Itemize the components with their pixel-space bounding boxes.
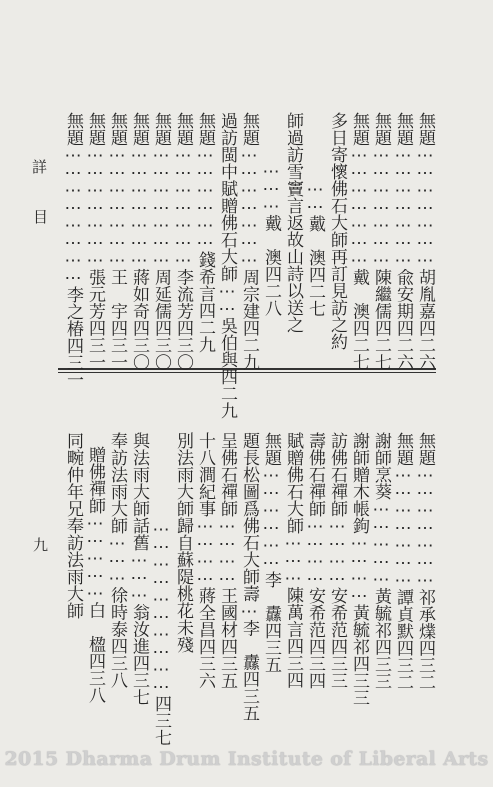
lower-entry: 壽佛石禪師⋯⋯⋯⋯安希范四三四	[305, 432, 325, 689]
lower-entry: 謝師贈木帳鉤⋯⋯⋯⋯黃毓祁四三三	[349, 432, 369, 706]
upper-entry: 無題⋯⋯⋯⋯⋯⋯⋯王 宇四三一	[107, 112, 127, 371]
lower-entry-title: 別法雨大師歸自蘇隄桃花未殘	[173, 432, 193, 653]
lower-entry: 無題⋯⋯⋯⋯⋯⋯⋯祁承㸁四三二	[415, 432, 435, 691]
lower-entry: 題長松圖爲佛石大師壽⋯李 纛四三五	[239, 432, 259, 722]
lower-entry: 呈佛石禪師⋯⋯⋯⋯王國材四三五	[217, 432, 237, 689]
running-head-char-1: 詳	[32, 158, 48, 176]
lower-entry: 十八澗紀事⋯⋯⋯⋯蔣全昌四三六	[195, 432, 215, 689]
upper-entry: 無題⋯⋯⋯⋯⋯⋯⋯⋯李之椿四三一	[63, 112, 83, 388]
lower-entry: 無題⋯⋯⋯⋯⋯⋯⋯譚貞默四三二	[393, 432, 413, 691]
page-number: 九	[33, 536, 49, 554]
upper-entry-continuation: ⋯⋯戴 澳四二七	[305, 180, 325, 317]
upper-entry: 無題⋯⋯⋯⋯⋯⋯⋯李流芳四三〇	[173, 112, 193, 371]
lower-entry: 無題⋯⋯⋯⋯⋯⋯李 纛四三五	[261, 432, 281, 673]
lower-entry: 訪佛石禪師⋯⋯⋯⋯安希范四三三	[327, 432, 347, 689]
upper-entry: 無題⋯⋯⋯⋯⋯⋯⋯陳繼儒四二七	[371, 112, 391, 371]
upper-entry: 過訪閩中賦贈佛石大師⋯⋯吳伯與四二九	[217, 112, 237, 419]
upper-entry: 無題⋯⋯⋯⋯⋯⋯⋯戴 澳四二七	[349, 112, 369, 371]
upper-entry: 無題⋯⋯⋯⋯⋯⋯⋯胡胤嘉四二六	[415, 112, 435, 371]
lower-entry: 贈佛禪師⋯⋯⋯⋯⋯白 楹四三八	[85, 446, 105, 704]
lower-entry: 與法雨大師話舊⋯⋯⋯翁汝進四三七	[129, 432, 149, 706]
upper-entry: 無題⋯⋯⋯⋯⋯⋯⋯蔣如奇四三〇	[129, 112, 149, 371]
running-head-char-2: 目	[33, 208, 49, 226]
upper-entry-title: 多日寄懷佛石大師再訂見訪之約	[327, 112, 347, 350]
upper-entry-continuation: ⋯⋯⋯戴 澳四二八	[261, 162, 281, 317]
upper-entry: 無題⋯⋯⋯⋯⋯⋯⋯周宗建四二九	[239, 112, 259, 371]
lower-entry-continuation: ⋯⋯⋯⋯⋯⋯⋯⋯⋯⋯四三七	[151, 520, 171, 746]
upper-entry: 無題⋯⋯⋯⋯⋯⋯⋯張元芳四三一	[85, 112, 105, 371]
upper-entry-title: 師過訪雪竇言返故山詩以送之	[283, 112, 303, 333]
lower-entry: 賦贈佛石大師⋯⋯⋯陳萬言四三四	[283, 432, 303, 689]
upper-entry: 無題⋯⋯⋯⋯⋯⋯⋯周延儒四三〇	[151, 112, 171, 371]
watermark-text: 2015 Dharma Drum Institute of Liberal Arts	[4, 748, 489, 770]
lower-entry-title: 同畹仲年兄奉訪法雨大師	[63, 432, 83, 619]
upper-entry: 無題⋯⋯⋯⋯⋯⋯錢希言四二九	[195, 112, 215, 353]
bottom-rule	[58, 372, 436, 373]
upper-entry: 無題⋯⋯⋯⋯⋯⋯⋯兪安期四二六	[393, 112, 413, 371]
lower-entry: 謝師烹葵⋯⋯⋯⋯⋯黃毓祁四三三	[371, 432, 391, 690]
lower-entry: 奉訪法雨大師⋯⋯⋯徐時泰四三八	[107, 432, 127, 689]
